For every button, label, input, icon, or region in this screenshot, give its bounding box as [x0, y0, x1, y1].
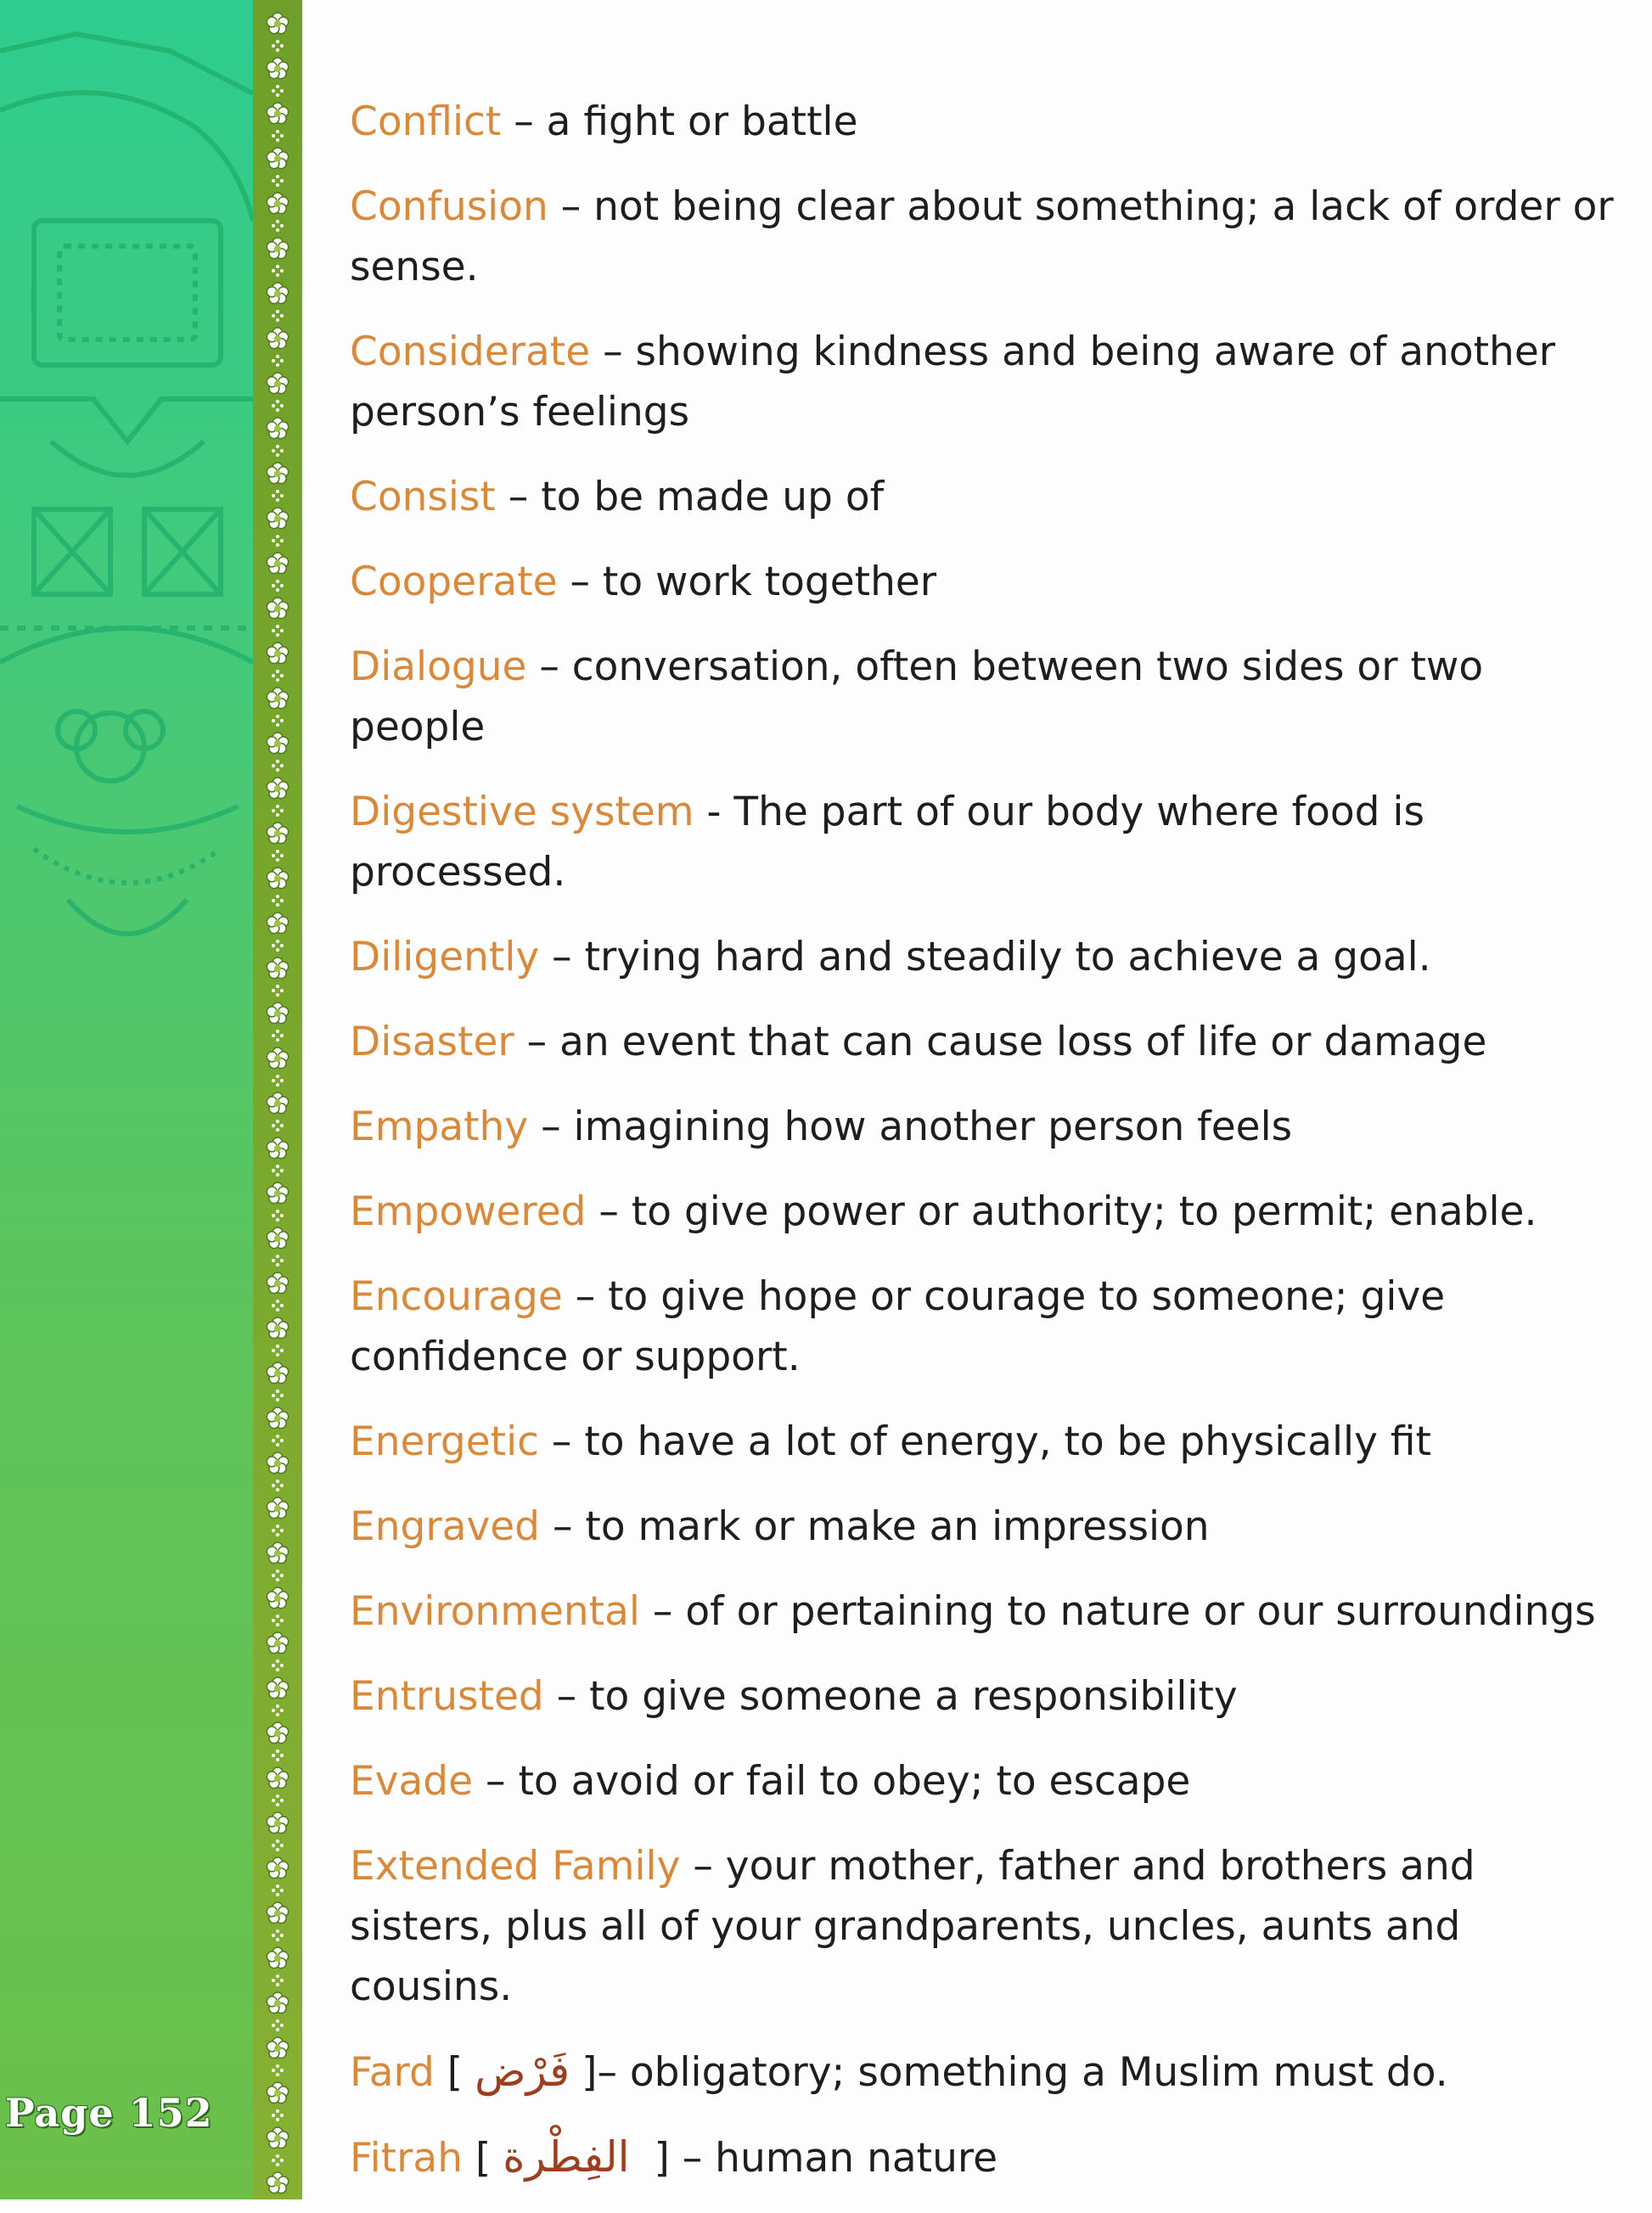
glossary-entry	[350, 782, 1615, 902]
flower-icon	[267, 733, 288, 754]
flower-icon	[267, 1542, 288, 1564]
glossary-term: Empathy	[350, 1104, 529, 1150]
flower-icon	[267, 1137, 288, 1159]
flower-icon	[267, 1992, 288, 2014]
dot-ornament-icon	[272, 715, 284, 727]
flower-icon	[267, 1317, 288, 1339]
dot-ornament-icon	[272, 1974, 284, 1986]
glossary-definition: – to mark or make an impression	[540, 1503, 1210, 1550]
glossary-definition: – to work together	[557, 559, 937, 605]
glossary-term: Considerate	[350, 329, 591, 375]
glossary-term: Empowered	[350, 1188, 587, 1235]
glossary-entry	[350, 1012, 1615, 1072]
glossary-term: Conflict	[350, 98, 502, 145]
flower-icon	[267, 868, 288, 889]
dot-ornament-icon	[272, 1884, 284, 1896]
dot-ornament-icon	[272, 220, 284, 232]
flower-icon	[267, 58, 288, 79]
dot-ornament-icon	[272, 1030, 284, 1042]
glossary-entry	[350, 1751, 1615, 1811]
glossary-definition: – your mother, father and brothers and sisters, plus all of your grandparents, uncles, aunts and cousins.	[350, 1843, 1475, 2010]
glossary-term: Encourage	[350, 1273, 563, 1320]
glossary-term: Disaster	[350, 1019, 514, 1065]
flower-icon	[267, 1497, 288, 1519]
dot-ornament-icon	[272, 1615, 284, 1626]
glossary-entry	[350, 1836, 1615, 2017]
dot-ornament-icon	[272, 175, 284, 187]
flower-icon	[267, 1272, 288, 1294]
flower-icon	[267, 1048, 288, 1069]
glossary-definition: – a fight or battle	[501, 98, 858, 145]
decorative-sidebar	[0, 0, 253, 2199]
dot-ornament-icon	[272, 1210, 284, 1222]
dot-ornament-icon	[272, 985, 284, 997]
flower-icon	[267, 103, 288, 124]
dot-ornament-icon	[272, 1435, 284, 1446]
flower-icon	[267, 1182, 288, 1204]
flower-icon	[267, 283, 288, 304]
glossary-entry	[350, 1581, 1615, 1642]
dot-ornament-icon	[272, 490, 284, 502]
dot-ornament-icon	[272, 625, 284, 637]
page-number: Page 152	[5, 2090, 213, 2136]
glossary-term: Energetic	[350, 1418, 539, 1465]
dot-ornament-icon	[272, 805, 284, 817]
dot-ornament-icon	[272, 355, 284, 367]
dot-ornament-icon	[272, 1390, 284, 1401]
dot-ornament-icon	[272, 895, 284, 907]
dot-ornament-icon	[272, 1345, 284, 1356]
glossary-definition: – not being clear about something; a lack of order or sense.	[350, 183, 1614, 290]
flower-icon	[267, 2082, 288, 2103]
dot-ornament-icon	[272, 40, 284, 52]
flower-icon	[267, 1857, 288, 1879]
flower-icon	[267, 643, 288, 664]
glossary-term: Environmental	[350, 1588, 640, 1635]
flower-icon	[267, 1902, 288, 1924]
dot-ornament-icon	[272, 760, 284, 772]
flower-icon	[267, 1227, 288, 1249]
glossary-definition: - The part of our body where food is processed.	[350, 789, 1424, 896]
glossary-entry	[350, 1412, 1615, 1472]
glossary-term: Diligently	[350, 934, 540, 980]
glossary-definition: – trying hard and steadily to achieve a goal.	[539, 934, 1431, 980]
glossary-term: Fitrah	[350, 2135, 464, 2182]
glossary-definition: – to be made up of	[495, 474, 885, 520]
glossary-term: Engraved	[350, 1503, 541, 1550]
flower-icon	[267, 778, 288, 799]
glossary-entry	[350, 1267, 1615, 1387]
glossary-entry	[350, 1097, 1615, 1157]
arabic-term: فَرْض	[475, 2047, 570, 2096]
flower-icon	[267, 1452, 288, 1474]
dot-ornament-icon	[272, 400, 284, 412]
glossary-term: Dialogue	[350, 643, 527, 690]
dot-ornament-icon	[272, 850, 284, 862]
glossary-term: Extended Family	[350, 1843, 681, 1890]
glossary-entry	[350, 467, 1615, 527]
dot-ornament-icon	[272, 130, 284, 142]
glossary-definition: – to have a lot of energy, to be physically fit	[538, 1418, 1431, 1465]
flower-icon	[267, 418, 288, 439]
flower-icon	[267, 1092, 288, 1114]
flower-icon	[267, 2127, 288, 2148]
flower-icon	[267, 2172, 288, 2193]
dot-ornament-icon	[272, 1660, 284, 1671]
bracket-close: ]	[641, 2135, 670, 2182]
glossary-definition: – to give power or authority; to permit; enable.	[586, 1188, 1537, 1235]
flower-icon	[267, 2037, 288, 2059]
dot-ornament-icon	[272, 265, 284, 277]
glossary-definition: – of or pertaining to nature or our surroundings	[639, 1588, 1596, 1635]
glossary-entry	[350, 322, 1615, 442]
dot-ornament-icon	[272, 1929, 284, 1941]
dot-ornament-icon	[272, 670, 284, 682]
flower-icon	[267, 13, 288, 34]
dot-ornament-icon	[272, 1300, 284, 1312]
glossary-term: Cooperate	[350, 559, 558, 605]
flower-border-icon	[253, 0, 302, 2199]
glossary-entry	[350, 637, 1615, 757]
glossary-definition: – showing kindness and being aware of another person’s feelings	[350, 329, 1556, 435]
glossary-term: Consist	[350, 474, 496, 520]
bracket-open: [	[434, 2049, 464, 2096]
glossary-definition: – obligatory; something a Muslim must do.	[597, 2049, 1448, 2096]
glossary-entry	[350, 177, 1615, 297]
dot-ornament-icon	[272, 1525, 284, 1536]
flower-icon	[267, 688, 288, 709]
arabic-term: الفِطْرة	[503, 2132, 630, 2182]
glossary-entry	[350, 927, 1615, 987]
dot-ornament-icon	[272, 2019, 284, 2031]
glossary-definition: – to avoid or fail to obey; to escape	[473, 1758, 1191, 1805]
glossary-term: Evade	[350, 1758, 474, 1805]
flower-icon	[267, 238, 288, 259]
glossary-entry	[350, 1182, 1615, 1242]
dot-ornament-icon	[272, 85, 284, 97]
glossary-term: Digestive system	[350, 789, 694, 835]
dot-ornament-icon	[272, 1075, 284, 1087]
glossary-entry	[350, 552, 1615, 612]
dot-ornament-icon	[272, 1165, 284, 1177]
dot-ornament-icon	[272, 1705, 284, 1716]
dot-ornament-icon	[272, 1255, 284, 1267]
dot-ornament-icon	[272, 535, 284, 547]
glossary-entry	[350, 1666, 1615, 1727]
flower-border	[253, 0, 302, 2199]
dot-ornament-icon	[272, 2154, 284, 2166]
flower-icon	[267, 1947, 288, 1969]
glossary-entry	[350, 2042, 1615, 2103]
dot-ornament-icon	[272, 445, 284, 457]
flower-icon	[267, 508, 288, 529]
flower-icon	[267, 1003, 288, 1024]
glossary-entry	[350, 1497, 1615, 1557]
flower-icon	[267, 1632, 288, 1654]
glossary-entry	[350, 2127, 1615, 2188]
flower-icon	[267, 373, 288, 394]
flower-icon	[267, 1767, 288, 1789]
dot-ornament-icon	[272, 940, 284, 952]
flower-icon	[267, 553, 288, 574]
glossary-definition: – human nature	[669, 2135, 998, 2182]
flower-icon	[267, 598, 288, 619]
flower-icon	[267, 913, 288, 934]
arabesque-pattern-icon	[0, 0, 253, 1019]
flower-icon	[267, 1677, 288, 1699]
dot-ornament-icon	[272, 1120, 284, 1132]
glossary-term: Entrusted	[350, 1673, 544, 1720]
dot-ornament-icon	[272, 2064, 284, 2076]
glossary-term: Confusion	[350, 183, 548, 230]
bracket-open: [	[463, 2135, 492, 2182]
dot-ornament-icon	[272, 310, 284, 322]
glossary-term: Fard	[350, 2049, 435, 2096]
flower-icon	[267, 148, 288, 169]
flower-icon	[267, 1587, 288, 1609]
flower-icon	[267, 958, 288, 979]
dot-ornament-icon	[272, 1839, 284, 1851]
bracket-close: ]	[582, 2049, 598, 2096]
glossary-definition: – conversation, often between two sides or two people	[350, 643, 1484, 750]
flower-icon	[267, 1362, 288, 1384]
flower-icon	[267, 328, 288, 349]
dot-ornament-icon	[272, 1570, 284, 1581]
flower-icon	[267, 823, 288, 844]
glossary-entry	[350, 92, 1615, 152]
dot-ornament-icon	[272, 1795, 284, 1806]
flower-icon	[267, 1407, 288, 1429]
dot-ornament-icon	[272, 1480, 284, 1491]
dot-ornament-icon	[272, 2109, 284, 2121]
glossary-definition: – imagining how another person feels	[528, 1104, 1293, 1150]
glossary-list	[350, 92, 1615, 2213]
glossary-definition: – an event that can cause loss of life or damage	[514, 1019, 1487, 1065]
flower-icon	[267, 463, 288, 484]
flower-icon	[267, 193, 288, 214]
glossary-definition: – to give hope or courage to someone; give confidence or support.	[350, 1273, 1446, 1380]
flower-icon	[267, 1722, 288, 1744]
glossary-definition: – to give someone a responsibility	[543, 1673, 1238, 1720]
dot-ornament-icon	[272, 1750, 284, 1761]
flower-icon	[267, 1812, 288, 1834]
dot-ornament-icon	[272, 580, 284, 592]
